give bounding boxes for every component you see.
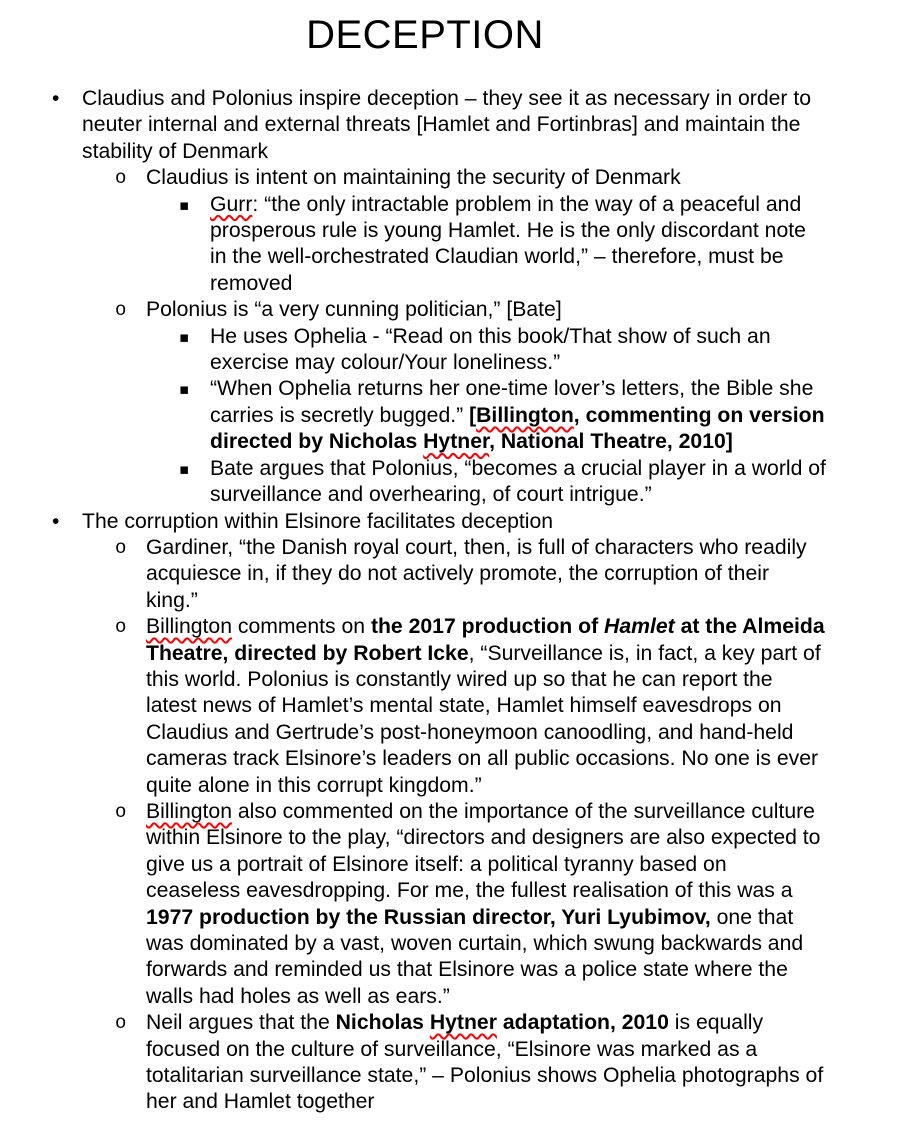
list-item-text <box>146 800 820 1008</box>
list-item-level-3 <box>0 324 826 377</box>
misspelled-text-run: Hytner <box>423 430 490 454</box>
text-run: 1977 production by the Russian director, Yuri Lyubimov, <box>146 905 711 929</box>
bullet-circle-icon: o <box>115 616 127 639</box>
text-run: Claudius and Polonius inspire deception – they see it as necessary in order to neuter internal and external threats [Hamlet and Fortinbras] and maintain the stability of Denmark <box>82 87 812 163</box>
list-item-level-1 <box>0 86 826 165</box>
text-run: the 2017 production of <box>370 615 605 639</box>
document-body <box>0 86 906 1116</box>
bullet-disc-icon: • <box>52 509 60 533</box>
list-item-text <box>146 166 681 189</box>
list-item-level-2 <box>0 1010 826 1116</box>
text-run: , “Surveillance is, in fact, a key part of this world. Polonius is constantly wired up so that he can report the latest news of Hamlet’s mental state, Hamlet himself eavesdrops on Claudius and Gertrude’s post-honeymoon canoodling, and hand-held cameras track Elsinore’s leaders on all public occasions. No one is ever quite alone in this corrupt kingdom.” <box>146 641 821 797</box>
misspelled-text-run: Billington <box>146 799 232 823</box>
list-item-text <box>146 298 562 321</box>
text-run: Claudius is intent on maintaining the security of Denmark <box>146 166 681 190</box>
list-item-text <box>210 457 826 506</box>
text-run: Polonius is “a very cunning politician,” [Bate] <box>146 298 562 322</box>
misspelled-text-run: Billington <box>146 615 232 639</box>
list-item-text <box>146 615 825 796</box>
text-run: He uses Ophelia - “Read on this book/That show of such an exercise may colour/Your loneliness.” <box>210 324 771 375</box>
document-title: DECEPTION <box>306 13 544 57</box>
misspelled-text-run: Hytner <box>429 1011 497 1035</box>
list-item-level-2 <box>0 614 826 799</box>
text-run: one that was dominated by a vast, woven curtain, which swung backwards and forwards and reminded us that Elsinore was a police state where the walls had holes as well as ears.” <box>146 905 804 1008</box>
text-run: Bate argues that Polonius, “becomes a crucial player in a world of surveillance and overhearing, of court intrigue.” <box>210 456 826 507</box>
bullet-circle-icon: o <box>115 299 127 322</box>
text-run: Gardiner, “the Danish royal court, then, is full of characters who readily acquiesce in, if they do not actively promote, the corruption of their king.” <box>146 535 807 612</box>
bullet-disc-icon: • <box>52 87 60 110</box>
text-run: adaptation, 2010 <box>496 1011 669 1035</box>
list-item-level-2 <box>0 165 826 191</box>
bullet-circle-icon: o <box>115 536 127 559</box>
bullet-square-icon: ▪ <box>179 327 190 346</box>
bullet-square-icon: ▪ <box>179 195 190 214</box>
bullet-square-icon: ▪ <box>179 380 190 399</box>
list-item-text <box>146 536 807 612</box>
text-run: Neil argues that the <box>146 1011 336 1035</box>
list-item-text <box>210 377 825 453</box>
text-run: : “the only intractable problem in the way of a peaceful and prosperous rule is young Hamlet. He is the only discordant note in the well-orchestrated Claudian world,” – therefore, must be removed <box>210 192 806 295</box>
list-item-level-2 <box>0 799 826 1010</box>
list-item-level-3 <box>0 192 826 298</box>
text-run: , National Theatre, 2010] <box>489 430 733 454</box>
text-run: is equally focused on the culture of surveillance, “Elsinore was marked as a totalitarian surveillance state,” – Polonius shows Ophelia photographs of her and Hamlet together <box>146 1011 824 1114</box>
list-item-level-2 <box>0 535 826 614</box>
list-item-text <box>82 87 811 163</box>
list-item-level-2 <box>0 297 826 323</box>
text-run: Hamlet <box>604 615 675 639</box>
text-run: also commented on the importance of the surveillance culture within Elsinore to the play, “directors and designers are also expected to give us a portrait of Elsinore itself: a political tyranny based on ceaseless eavesdropping. For me, the fullest realisation of this was a <box>146 799 821 903</box>
bullet-circle-icon: o <box>115 1012 127 1035</box>
text-run: comments on <box>231 615 371 639</box>
list-item-text <box>210 325 771 374</box>
text-run: The corruption within Elsinore facilitates deception <box>82 509 554 533</box>
text-run: [ <box>469 403 477 427</box>
list-item-level-3 <box>0 376 826 455</box>
text-run: , commenting on version directed by Nicholas <box>210 403 825 454</box>
bullet-circle-icon: o <box>115 800 127 823</box>
list-item-text <box>146 1011 823 1113</box>
text-run: “When Ophelia returns her one-time lover’s letters, the Bible she carries is secretly bugged.” <box>210 377 814 427</box>
text-run: at the Almeida Theatre, directed by Robert Icke <box>146 615 825 665</box>
bullet-circle-icon: o <box>115 167 127 190</box>
bullet-square-icon: ▪ <box>179 459 190 478</box>
list-item-level-1 <box>0 509 826 535</box>
list-item-level-3 <box>0 456 826 509</box>
list-item-text <box>210 193 806 295</box>
misspelled-text-run: Billington <box>476 403 574 427</box>
misspelled-text-run: Gurr <box>210 192 253 216</box>
text-run: Nicholas <box>335 1011 430 1035</box>
list-item-text <box>82 510 553 533</box>
